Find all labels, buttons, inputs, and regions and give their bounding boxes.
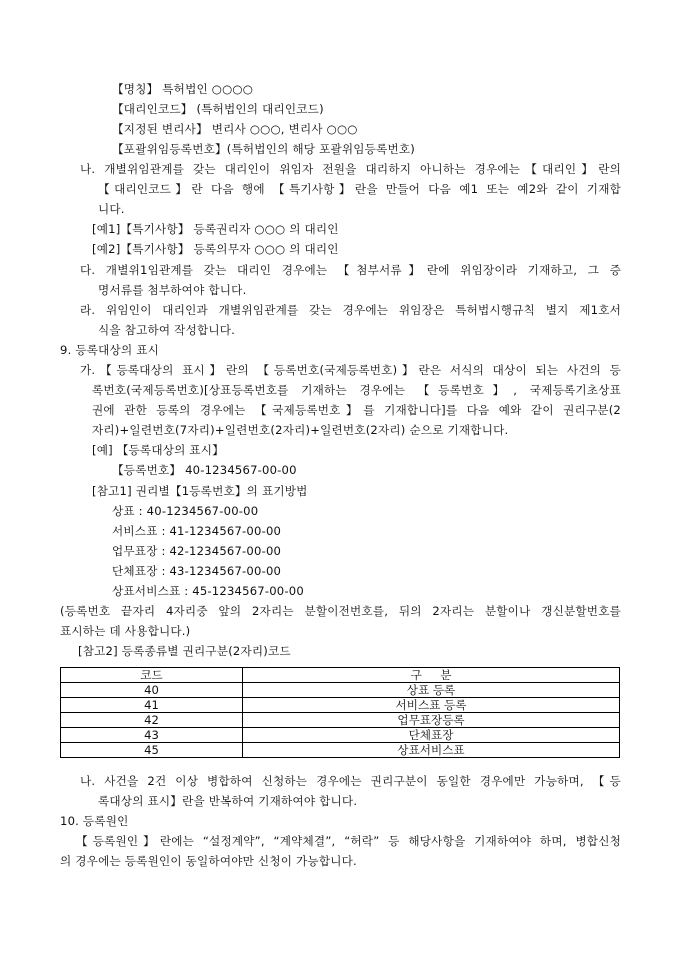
text-line: 단체표장 : 43-1234567-00-00 xyxy=(112,564,282,578)
text-line: 【등록원인】란에는 “설정계약”, “계약체결”, “허락” 등 해당사항을 기재하여야 하며, 병합신청 xyxy=(76,834,621,848)
table-header: 코드 xyxy=(61,668,243,683)
text-line: 【명칭】 특허법인 ○○○○ xyxy=(112,82,254,96)
text-line: 라. 위임인이 대리인과 개별위임관계를 갖는 경우에는 위임장은 특허법시행규칙 별지 제1호서 xyxy=(80,303,621,317)
text-line: 상표 : 40-1234567-00-00 xyxy=(112,504,259,518)
table-cell: 상표 등록 xyxy=(243,683,620,698)
text-line: 【대리인코드】 (특허법인의 대리인코드) xyxy=(112,102,324,116)
table-cell: 42 xyxy=(61,713,243,728)
text-line: 가.【등록대상의 표시】란의 【등록번호(국제등록번호)】란은 서식의 대상이 되는 사건의 등 xyxy=(80,363,621,377)
text-line: 자리)+일련번호(7자리)+일련번호(2자리)+일련번호(2자리) 순으로 기재합니다. xyxy=(92,423,509,437)
text-line: 록번호(국제등록번호)[상표등록번호를 기재하는 경우에는 【등록번호】, 국제등록기초상표 xyxy=(92,383,621,397)
table-cell: 서비스표 등록 xyxy=(243,698,620,713)
table-row xyxy=(61,713,620,728)
text-line: 【지정된 변리사】 변리사 ○○○, 변리사 ○○○ xyxy=(112,122,358,136)
table-cell: 상표서비스표 xyxy=(243,743,620,758)
table-row xyxy=(61,743,620,758)
text-line: 표시하는 데 사용합니다.) xyxy=(60,624,191,638)
table-cell: 45 xyxy=(61,743,243,758)
table-cell: 단체표장 xyxy=(243,728,620,743)
text-line: [예2]【특기사항】 등록의무자 ○○○ 의 대리인 xyxy=(92,242,339,256)
text-line: 【등록번호】 40-1234567-00-00 xyxy=(112,463,297,477)
table-cell: 41 xyxy=(61,698,243,713)
text-line: 업무표장 : 42-1234567-00-00 xyxy=(112,544,282,558)
text-line: [예1]【특기사항】 등록권리자 ○○○ 의 대리인 xyxy=(92,222,339,236)
rights-code-table xyxy=(60,667,620,758)
text-line: 권에 관한 등록의 경우에는 【국제등록번호】를 기재합니다]를 다음 예와 같이 권리구분(2 xyxy=(92,403,621,417)
text-line: [예] 【등록대상의 표시】 xyxy=(92,443,225,457)
table-row xyxy=(61,698,620,713)
text-line: 나. 개별위임관계를 갖는 대리인이 위임자 전원을 대리하지 아니하는 경우에는【대리인】란의 xyxy=(80,162,621,176)
text-line: [참고1] 권리별【1등록번호】의 표기방법 xyxy=(92,484,308,498)
table-header-row xyxy=(61,668,620,683)
text-line: 상표서비스표 : 45-1234567-00-00 xyxy=(112,584,304,598)
text-line: 【포괄위임등록번호】(특허법인의 해당 포괄위임등록번호) xyxy=(112,142,415,156)
section-heading: 9. 등록대상의 표시 xyxy=(60,343,160,357)
table-cell: 43 xyxy=(61,728,243,743)
text-line: 다. 개별위1임관계를 갖는 대리인 경우에는 【첨부서류】란에 위임장이라 기재하고, 그 증 xyxy=(80,263,621,277)
text-line: 식을 참고하여 작성합니다. xyxy=(98,323,236,337)
text-line: [참고2] 등록종류별 권리구분(2자리)코드 xyxy=(78,644,291,658)
section-heading: 10. 등록원인 xyxy=(60,814,129,828)
text-line: 서비스표 : 41-1234567-00-00 xyxy=(112,524,282,538)
text-line: 록대상의 표시】란을 반복하여 기재하여야 합니다. xyxy=(98,794,358,808)
text-line: 의 경우에는 등록원인이 동일하여야만 신청이 가능합니다. xyxy=(60,854,357,868)
table-row xyxy=(61,728,620,743)
text-line: 【대리인코드】란 다음 행에 【특기사항】란을 만들어 다음 예1 또는 예2와 같이 기재합 xyxy=(98,182,621,196)
text-line: 명서류를 첨부하여야 합니다. xyxy=(98,283,247,297)
table-row xyxy=(61,683,620,698)
table-cell: 40 xyxy=(61,683,243,698)
text-line: (등록번호 끝자리 4자리중 앞의 2자리는 분할이전번호를, 뒤의 2자리는 분할이나 갱신분할번호를 xyxy=(60,604,621,618)
text-line: 니다. xyxy=(98,202,125,216)
text-line: 나. 사건을 2건 이상 병합하여 신청하는 경우에는 권리구분이 동일한 경우에만 가능하며, 【등 xyxy=(80,774,621,788)
table-cell: 업무표장등록 xyxy=(243,713,620,728)
table-header: 구 분 xyxy=(243,668,620,683)
